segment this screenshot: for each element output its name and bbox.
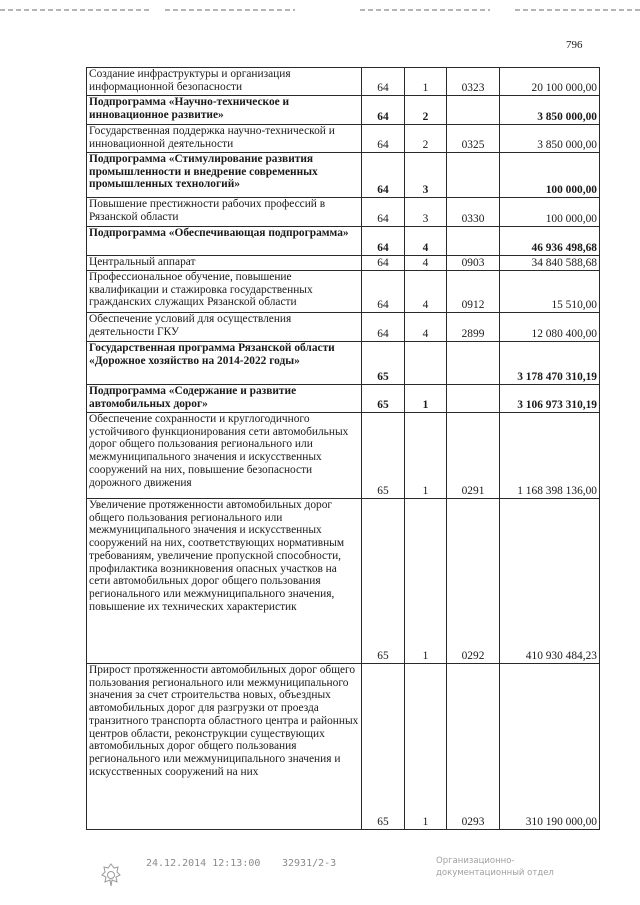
- row-code: [447, 385, 500, 413]
- table-row: [87, 256, 600, 271]
- row-subprogram: 4: [405, 271, 447, 313]
- row-code: 0325: [447, 125, 500, 153]
- row-ministry: 65: [362, 499, 405, 664]
- row-amount: 46 936 498,68: [500, 227, 600, 256]
- row-subprogram: [405, 342, 447, 385]
- row-ministry: 64: [362, 125, 405, 153]
- document-number: 32931/2-3: [282, 858, 337, 869]
- department-note-line: Организационно-: [436, 856, 515, 866]
- row-name: Создание инфраструктуры и организация информационной безопасности: [87, 68, 362, 96]
- row-amount: 3 178 470 310,19: [500, 342, 600, 385]
- table-row: [87, 227, 600, 256]
- row-subprogram: 1: [405, 385, 447, 413]
- row-code: 2899: [447, 313, 500, 342]
- row-subprogram: 3: [405, 153, 447, 198]
- row-subprogram: 4: [405, 227, 447, 256]
- row-name: Подпрограмма «Стимулирование развития промышленности и внедрение современных промышленных технологий»: [87, 153, 362, 198]
- table-row: [87, 68, 600, 96]
- row-subprogram: 1: [405, 499, 447, 664]
- row-code: [447, 342, 500, 385]
- row-amount: 34 840 588,68: [500, 256, 600, 271]
- row-ministry: 64: [362, 313, 405, 342]
- row-code: [447, 153, 500, 198]
- table-row: [87, 413, 600, 499]
- row-ministry: 65: [362, 385, 405, 413]
- row-code: 0903: [447, 256, 500, 271]
- row-subprogram: 2: [405, 125, 447, 153]
- row-code: [447, 227, 500, 256]
- table-row: [87, 271, 600, 313]
- budget-table: [86, 67, 600, 830]
- department-note: [436, 855, 554, 879]
- stamp-emblem-icon: [100, 862, 122, 888]
- row-name: Обеспечение условий для осуществления деятельности ГКУ: [87, 313, 362, 342]
- row-name: Подпрограмма «Содержание и развитие автомобильных дорог»: [87, 385, 362, 413]
- row-ministry: 65: [362, 413, 405, 499]
- scan-edge-mid: [165, 9, 295, 11]
- row-amount: 3 850 000,00: [500, 125, 600, 153]
- table-row: [87, 125, 600, 153]
- row-code: 0292: [447, 499, 500, 664]
- table-row: [87, 313, 600, 342]
- row-amount: 12 080 400,00: [500, 313, 600, 342]
- row-amount: 310 190 000,00: [500, 664, 600, 830]
- row-amount: 1 168 398 136,00: [500, 413, 600, 499]
- scan-edge-right: [515, 9, 640, 11]
- row-name: Подпрограмма «Научно-техническое и инновационное развитие»: [87, 96, 362, 125]
- row-subprogram: 3: [405, 198, 447, 227]
- row-amount: 3 850 000,00: [500, 96, 600, 125]
- row-ministry: 65: [362, 664, 405, 830]
- table-row: [87, 664, 600, 830]
- row-name: Профессиональное обучение, повышение квалификации и стажировка государственных гражданских служащих Рязанской области: [87, 271, 362, 313]
- row-name: Государственная программа Рязанской области «Дорожное хозяйство на 2014-2022 годы»: [87, 342, 362, 385]
- row-ministry: 64: [362, 271, 405, 313]
- row-code: 0912: [447, 271, 500, 313]
- row-amount: 15 510,00: [500, 271, 600, 313]
- row-subprogram: 1: [405, 413, 447, 499]
- row-ministry: 64: [362, 198, 405, 227]
- department-note-line: документационный отдел: [436, 868, 554, 878]
- row-amount: 20 100 000,00: [500, 68, 600, 96]
- row-amount: 3 106 973 310,19: [500, 385, 600, 413]
- row-subprogram: 4: [405, 313, 447, 342]
- row-ministry: 64: [362, 227, 405, 256]
- row-code: 0330: [447, 198, 500, 227]
- row-name: Прирост протяженности автомобильных дорог общего пользования регионального или межмуниципального значения за счет строительства новых, объездных автомобильных дорог для разгрузки от проезда транзитного транспорта областного центра и районных центров области, реконструкции существующих автомобильных дорог общего пользования регионального или межмуниципального значения и искусственных сооружений на них: [87, 664, 362, 830]
- document-footer: [0, 856, 640, 896]
- row-ministry: 64: [362, 153, 405, 198]
- table-row: [87, 96, 600, 125]
- table-row: [87, 342, 600, 385]
- row-subprogram: 4: [405, 256, 447, 271]
- row-code: 0293: [447, 664, 500, 830]
- row-ministry: 64: [362, 256, 405, 271]
- table-row: [87, 153, 600, 198]
- row-ministry: 65: [362, 342, 405, 385]
- row-amount: 100 000,00: [500, 153, 600, 198]
- row-name: Центральный аппарат: [87, 256, 362, 271]
- row-name: Повышение престижности рабочих профессий в Рязанской области: [87, 198, 362, 227]
- row-code: 0323: [447, 68, 500, 96]
- row-ministry: 64: [362, 96, 405, 125]
- row-subprogram: 1: [405, 68, 447, 96]
- page-number: 796: [566, 39, 583, 51]
- row-amount: 410 930 484,23: [500, 499, 600, 664]
- table-row: [87, 198, 600, 227]
- row-subprogram: 2: [405, 96, 447, 125]
- row-ministry: 64: [362, 68, 405, 96]
- table-row: [87, 385, 600, 413]
- row-subprogram: 1: [405, 664, 447, 830]
- table-row: [87, 499, 600, 664]
- row-name: Подпрограмма «Обеспечивающая подпрограмма»: [87, 227, 362, 256]
- row-code: [447, 96, 500, 125]
- timestamp: 24.12.2014 12:13:00: [146, 858, 261, 869]
- row-code: 0291: [447, 413, 500, 499]
- scan-edge-mid2: [360, 9, 490, 11]
- row-name: Государственная поддержка научно-технической и инновационной деятельности: [87, 125, 362, 153]
- row-name: Обеспечение сохранности и круглогодичного устойчивого функционирования сети автомобильных дорог общего пользования регионального или межмуниципального значения и искусственных сооружений на них, повышение безопасности дорожного движения: [87, 413, 362, 499]
- scan-edge-left: [0, 9, 150, 11]
- row-amount: 100 000,00: [500, 198, 600, 227]
- row-name: Увеличение протяженности автомобильных дорог общего пользования регионального или межмуниципального значения и искусственных сооружений на них, соответствующих нормативным требованиям, увеличение пропускной способности, профилактика возникновения опасных участков на сети автомобильных дорог общего пользования регионального или межмуниципального значения, повышение их технических характеристик: [87, 499, 362, 664]
